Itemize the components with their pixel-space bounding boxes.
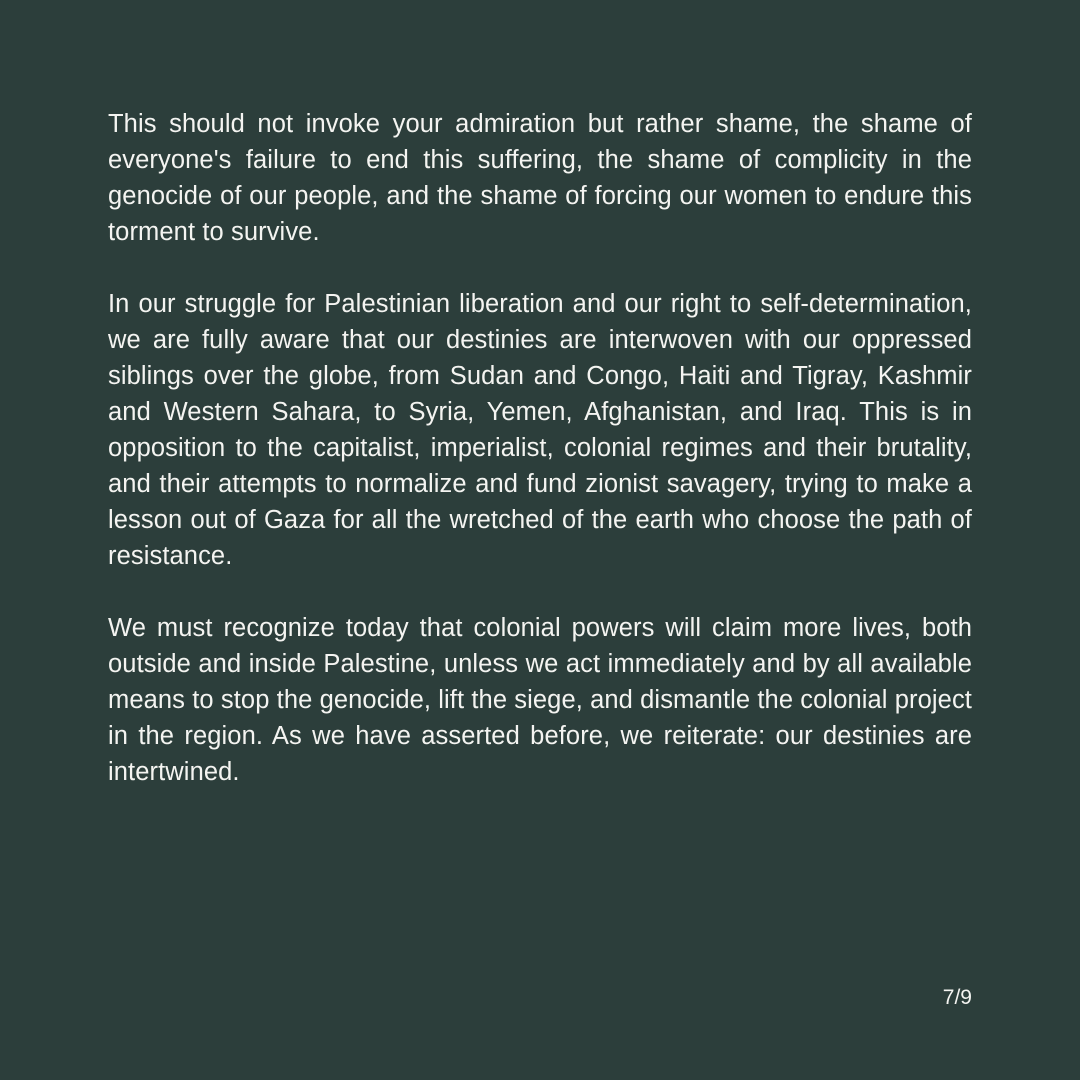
statement-text-block [108, 106, 972, 826]
page-indicator: 7/9 [942, 986, 972, 1009]
paragraph-shame: This should not invoke your admiration but rather shame, the shame of everyone's failure to end this suffering, the shame of complicity in the genocide of our people, and the shame of forcing our women to endure this torment to survive. [108, 110, 972, 246]
paragraph-struggle: In our struggle for Palestinian liberation and our right to self-determination, we are fully aware that our destinies are interwoven with our oppressed siblings over the globe, from Sudan and Congo, Haiti and Tigray, Kashmir and Western Sahara, to Syria, Yemen, Afghanistan, and Iraq. This is in opposition to the capitalist, imperialist, colonial regimes and their brutality, and their attempts to normalize and fund zionist savagery, trying to make a lesson out of Gaza for all the wretched of the earth who choose the path of resistance. [108, 290, 972, 570]
paragraph-recognition: We must recognize today that colonial powers will claim more lives, both outside and inside Palestine, unless we act immediately and by all available means to stop the genocide, lift the siege, and dismantle the colonial project in the region. As we have asserted before, we reiterate: our destinies are intertwined. [108, 614, 972, 786]
